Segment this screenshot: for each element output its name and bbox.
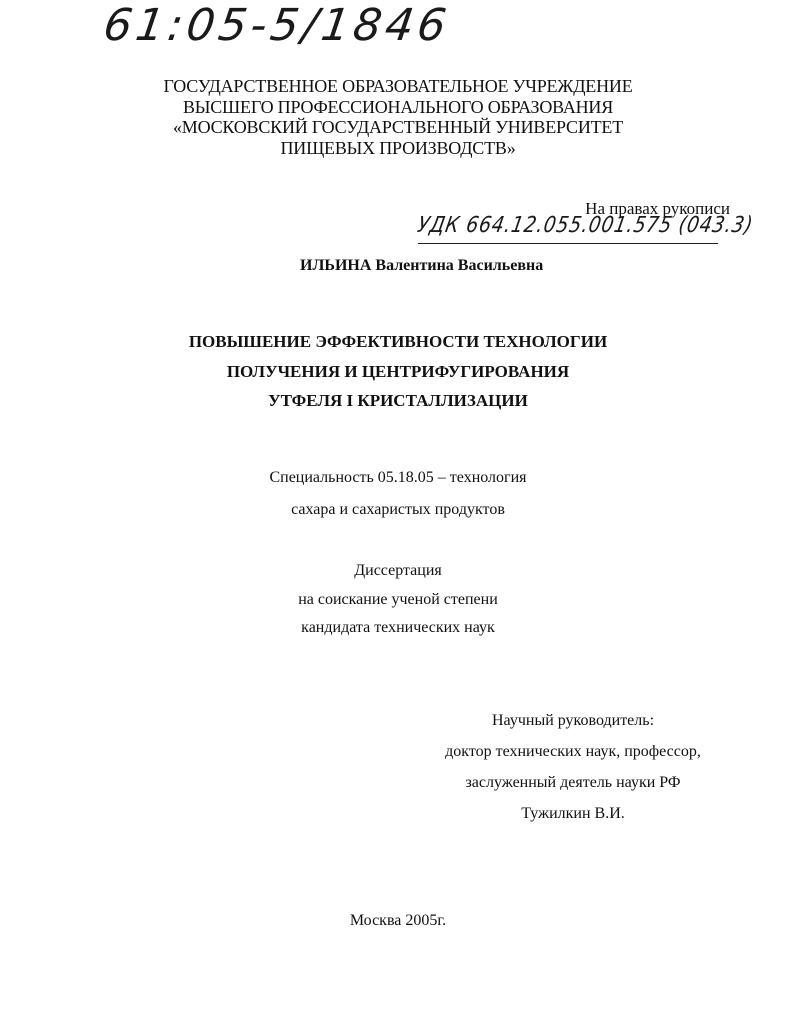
supervisor-line: заслуженный деятель науки РФ — [465, 774, 681, 791]
title-line: ПОВЫШЕНИЕ ЭФФЕКТИВНОСТИ ТЕХНОЛОГИИ — [188, 332, 608, 351]
title-line: ПОЛУЧЕНИЯ И ЦЕНТРИФУГИРОВАНИЯ — [226, 361, 570, 381]
institution-line: ГОСУДАРСТВЕННОЕ ОБРАЗОВАТЕЛЬНОЕ УЧРЕЖДЕНИЕ — [163, 76, 633, 96]
degree-line: кандидата технических наук — [301, 619, 495, 636]
rights-note: На правах рукописи — [585, 199, 730, 218]
archive-number: 61:05-5/1846 — [100, 0, 454, 51]
place-year: Москва 2005г. — [349, 912, 447, 929]
speciality — [0, 462, 796, 526]
author-name: ИЛЬИНА Валентина Васильевна — [300, 257, 544, 274]
degree-line: Диссертация — [354, 562, 442, 579]
dissertation-title — [0, 327, 796, 416]
udk-underline — [418, 243, 718, 244]
degree-statement — [0, 557, 796, 643]
supervisor-block — [428, 705, 718, 829]
speciality-line: сахара и сахаристых продуктов — [291, 501, 505, 518]
institution-line: ПИЩЕВЫХ ПРОИЗВОДСТВ» — [280, 137, 516, 158]
institution-line: ВЫСШЕГО ПРОФЕССИОНАЛЬНОГО ОБРАЗОВАНИЯ — [182, 96, 614, 117]
udk-code: УДК 664.12.055.001.575 (043.3) — [415, 213, 756, 238]
speciality-line: Специальность 05.18.05 – технология — [269, 469, 527, 486]
institution-line: «МОСКОВСКИЙ ГОСУДАРСТВЕННЫЙ УНИВЕРСИТЕТ — [172, 117, 624, 137]
title-line: УТФЕЛЯ I КРИСТАЛЛИЗАЦИИ — [268, 391, 528, 410]
degree-line: на соискание ученой степени — [298, 590, 498, 608]
supervisor-line: Научный руководитель: — [491, 712, 655, 729]
institution-header — [0, 76, 796, 158]
supervisor-line: доктор технических наук, профессор, — [445, 743, 701, 760]
supervisor-line: Тужилкин В.И. — [521, 805, 625, 822]
